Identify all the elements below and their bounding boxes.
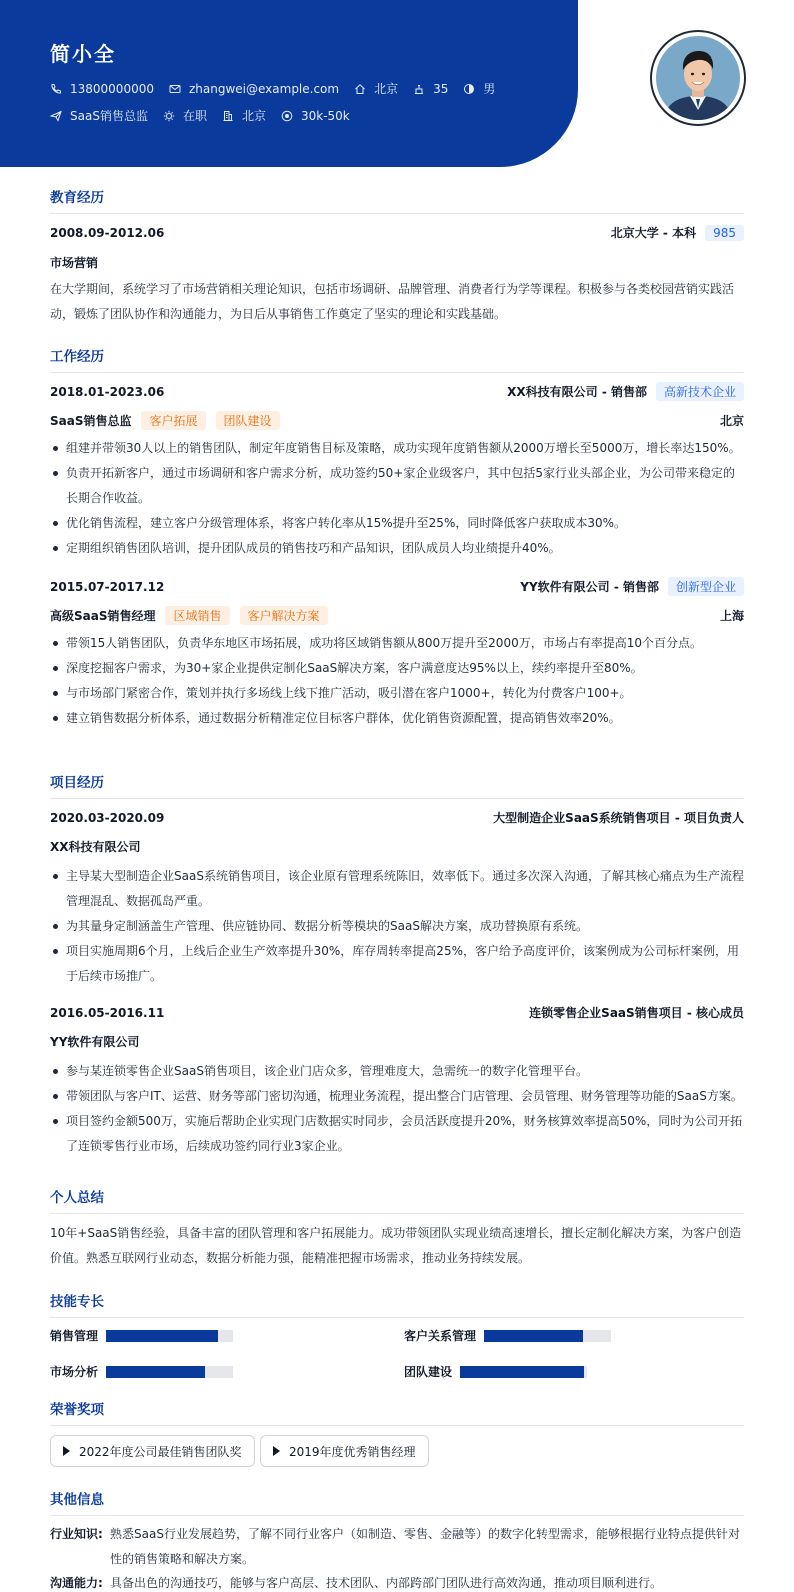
project-2-company-row: [50, 1033, 744, 1050]
award-label: 2022年度公司最佳销售团队奖: [79, 1444, 242, 1459]
skill-bar-fill: [106, 1330, 218, 1342]
gender-icon: [463, 83, 475, 95]
play-icon: [273, 1446, 280, 1456]
list-item: 参与某连锁零售企业SaaS销售项目，该企业门店众多，管理难度大，急需统一的数字化管理平台。: [50, 1059, 744, 1084]
project-1-company: XX科技有限公司: [50, 840, 141, 854]
list-item: 与市场部门紧密合作，策划并执行多场线上线下推广活动，吸引潜在客户1000+，转化为付费客户100+。: [50, 681, 744, 706]
section-title-skills: 技能专长: [50, 1290, 744, 1318]
mail-icon: [169, 83, 181, 95]
status-icon: [163, 110, 175, 122]
hometown-item: [354, 80, 398, 97]
skill-bar: [460, 1366, 587, 1378]
work-2-header-row: [50, 577, 744, 596]
project-1-bullets: [50, 864, 744, 989]
gender-item: [463, 80, 495, 97]
work-2-role: 高级SaaS销售经理: [50, 609, 156, 623]
project-2-company: YY软件有限公司: [50, 1035, 140, 1049]
list-item: 带领团队与客户IT、运营、财务等部门密切沟通，梳理业务流程，提出整合门店管理、会员管理、财务管理等功能的SaaS方案。: [50, 1084, 744, 1109]
project-1-name: 大型制造企业SaaS系统销售项目 - 项目负责人: [493, 811, 744, 825]
education-school-group: [611, 224, 744, 241]
education-description: 在大学期间，系统学习了市场营销相关理论知识，包括市场调研、品牌管理、消费者行为学等课程。积极参与各类校园营销实践活动，锻炼了团队协作和沟通能力，为日后从事销售工作奠定了坚实的理论和实践基础。: [50, 282, 735, 321]
skill-label: 市场分析: [50, 1365, 99, 1379]
other-value: 具备出色的沟通技巧，能够与客户高层、技术团队、内部跨部门团队进行高效沟通，推动项目顺利进行。: [110, 1576, 663, 1590]
skill-bar: [484, 1330, 611, 1342]
work-2-company-tag: 创新型企业: [668, 577, 744, 596]
list-item: 为其量身定制涵盖生产管理、供应链协同、数据分析等模块的SaaS解决方案，成功替换原有系统。: [50, 914, 744, 939]
work-2-location: 上海: [719, 609, 744, 623]
work-1-location: 北京: [719, 414, 744, 428]
skill-item: [50, 1327, 233, 1344]
project-2-date: 2016.05-2016.11: [50, 1005, 165, 1020]
skill-bar: [106, 1330, 233, 1342]
age-text: 35: [433, 81, 449, 96]
list-item: 项目实施周期6个月，上线后企业生产效率提升30%，库存周转率提高25%，客户给予高度评价，该案例成为公司标杆案例，用于后续市场推广。: [50, 939, 744, 989]
salary-text: 30k-50k: [300, 108, 350, 123]
send-icon: [50, 110, 62, 122]
project-2-header-row: [50, 1004, 744, 1021]
gender-text: 男: [483, 82, 496, 96]
work-1-date: 2018.01-2023.06: [50, 384, 165, 399]
city-item: [222, 107, 266, 124]
education-date: 2008.09-2012.06: [50, 225, 165, 240]
list-item: 深度挖掘客户需求，为30+家企业提供定制化SaaS解决方案，客户满意度达95%以上，续约率提升至80%。: [50, 656, 744, 681]
avatar-frame: [650, 30, 746, 126]
building-icon: [222, 110, 234, 122]
work-1-company-tag: 高新技术企业: [656, 382, 744, 401]
award-label: 2019年度优秀销售经理: [289, 1444, 416, 1459]
age-item: [413, 82, 448, 96]
home-icon: [354, 83, 366, 95]
list-item: 建立销售数据分析体系，通过数据分析精准定位目标客户群体，优化销售资源配置，提高销售效率20%。: [50, 706, 744, 731]
work-2-role-group: [50, 606, 328, 625]
list-item: 优化销售流程，建立客户分级管理体系，将客户转化率从15%提升至25%，同时降低客户获取成本30%。: [50, 511, 744, 536]
list-item: 主导某大型制造企业SaaS系统销售项目，该企业原有管理系统陈旧，效率低下。通过多次深入沟通，了解其核心痛点为生产流程管理混乱、数据孤岛严重。: [50, 864, 744, 914]
work-2-company-group: [520, 577, 744, 596]
work-1-role: SaaS销售总监: [50, 414, 132, 428]
section-title-work: 工作经历: [50, 345, 744, 373]
work-1-role-row: [50, 411, 744, 430]
list-item: 定期组织销售团队培训，提升团队成员的销售技巧和产品知识，团队成员人均业绩提升40%。: [50, 536, 744, 561]
work-1-header-row: [50, 382, 744, 401]
work-1-role-tag: 团队建设: [216, 411, 280, 430]
education-tag: 985: [705, 225, 744, 241]
skill-bar-fill: [460, 1366, 584, 1378]
skill-label: 团队建设: [404, 1365, 453, 1379]
work-2-date: 2015.07-2017.12: [50, 579, 165, 594]
status-item: [163, 107, 207, 124]
work-1-bullets: [50, 436, 744, 561]
other-label: 沟通能力:: [50, 1576, 103, 1590]
work-2-role-tag: 区域销售: [165, 606, 229, 625]
education-school: 北京大学 - 本科: [610, 226, 697, 240]
skill-bar-fill: [484, 1330, 583, 1342]
skill-bar-fill: [106, 1366, 205, 1378]
other-value: 熟悉SaaS行业发展趋势，了解不同行业客户（如制造、零售、金融等）的数字化转型需求，能够根据行业特点提供针对性的销售策略和解决方案。: [110, 1527, 740, 1566]
work-2-role-row: [50, 606, 744, 625]
section-title-other: 其他信息: [50, 1488, 744, 1516]
email-text: zhangwei@example.com: [188, 81, 340, 96]
phone-item: [50, 82, 154, 96]
age-icon: [413, 83, 425, 95]
work-1-role-group: [50, 411, 280, 430]
candidate-name: 简小全: [50, 42, 116, 66]
work-1-company-group: [507, 382, 744, 401]
project-1-company-row: [50, 838, 744, 855]
avatar-photo: [656, 36, 740, 120]
hometown-text: 北京: [374, 82, 399, 96]
salary-icon: [281, 110, 293, 122]
skill-item: [404, 1327, 611, 1344]
skill-bar: [106, 1366, 233, 1378]
section-title-awards: 荣誉奖项: [50, 1398, 744, 1426]
project-2-bullets: [50, 1059, 744, 1159]
phone-icon: [50, 83, 62, 95]
skill-label: 客户关系管理: [404, 1329, 477, 1343]
work-2-company: YY软件有限公司 - 销售部: [520, 580, 659, 594]
other-item: [50, 1571, 744, 1592]
position-item: [50, 107, 148, 124]
phone-text: 13800000000: [70, 81, 154, 96]
work-2-bullets: [50, 631, 744, 731]
section-title-education: 教育经历: [50, 186, 744, 214]
status-text: 在职: [182, 109, 207, 123]
skill-item: [50, 1363, 233, 1380]
list-item: 组建并带领30人以上的销售团队，制定年度销售目标及策略，成功实现年度销售额从2000万增长至5000万，增长率达150%。: [50, 436, 744, 461]
salary-item: [281, 109, 350, 123]
work-1-company: XX科技有限公司 - 销售部: [507, 385, 647, 399]
award-tag: [50, 1435, 255, 1467]
section-title-summary: 个人总结: [50, 1186, 744, 1214]
skill-label: 销售管理: [50, 1329, 99, 1343]
project-1-date: 2020.03-2020.09: [50, 810, 165, 825]
work-1-role-tag: 客户拓展: [141, 411, 205, 430]
skill-item: [404, 1363, 587, 1380]
job-intent-row: [50, 107, 365, 124]
other-label: 行业知识:: [50, 1527, 103, 1541]
award-tag: [260, 1435, 429, 1467]
section-title-projects: 项目经历: [50, 771, 744, 799]
list-item: 负责开拓新客户，通过市场调研和客户需求分析，成功签约50+家企业级客户，其中包括5家行业头部企业，为公司带来稳定的长期合作收益。: [50, 461, 744, 511]
other-item: [50, 1522, 744, 1572]
list-item: 项目签约金额500万，实施后帮助企业实现门店数据实时同步，会员活跃度提升20%，财务核算效率提高50%，同时为公司开拓了连锁零售行业市场，后续成功签约同行业3家企业。: [50, 1109, 744, 1159]
city-text: 北京: [241, 109, 266, 123]
education-header-row: [50, 224, 744, 241]
header-banner: [0, 0, 578, 167]
list-item: 带领15人销售团队，负责华东地区市场拓展，成功将区域销售额从800万提升至2000万，市场占有率提高10个百分点。: [50, 631, 744, 656]
play-icon: [63, 1446, 70, 1456]
work-2-role-tag: 客户解决方案: [240, 606, 328, 625]
summary-text: 10年+SaaS销售经验，具备丰富的团队管理和客户拓展能力。成功带领团队实现业绩高速增长，擅长定制化解决方案，为客户创造价值。熟悉互联网行业动态，数据分析能力强，能精准把握市场需求，推动业务持续发展。: [50, 1226, 742, 1265]
avatar: [656, 36, 740, 120]
contact-row: [50, 80, 510, 97]
project-1-header-row: [50, 809, 744, 826]
education-major: 市场营销: [50, 256, 99, 270]
education-major-row: [50, 254, 744, 271]
project-2-name: 连锁零售企业SaaS销售项目 - 核心成员: [529, 1006, 744, 1020]
position-text: SaaS销售总监: [70, 109, 148, 123]
email-item: [169, 82, 339, 96]
